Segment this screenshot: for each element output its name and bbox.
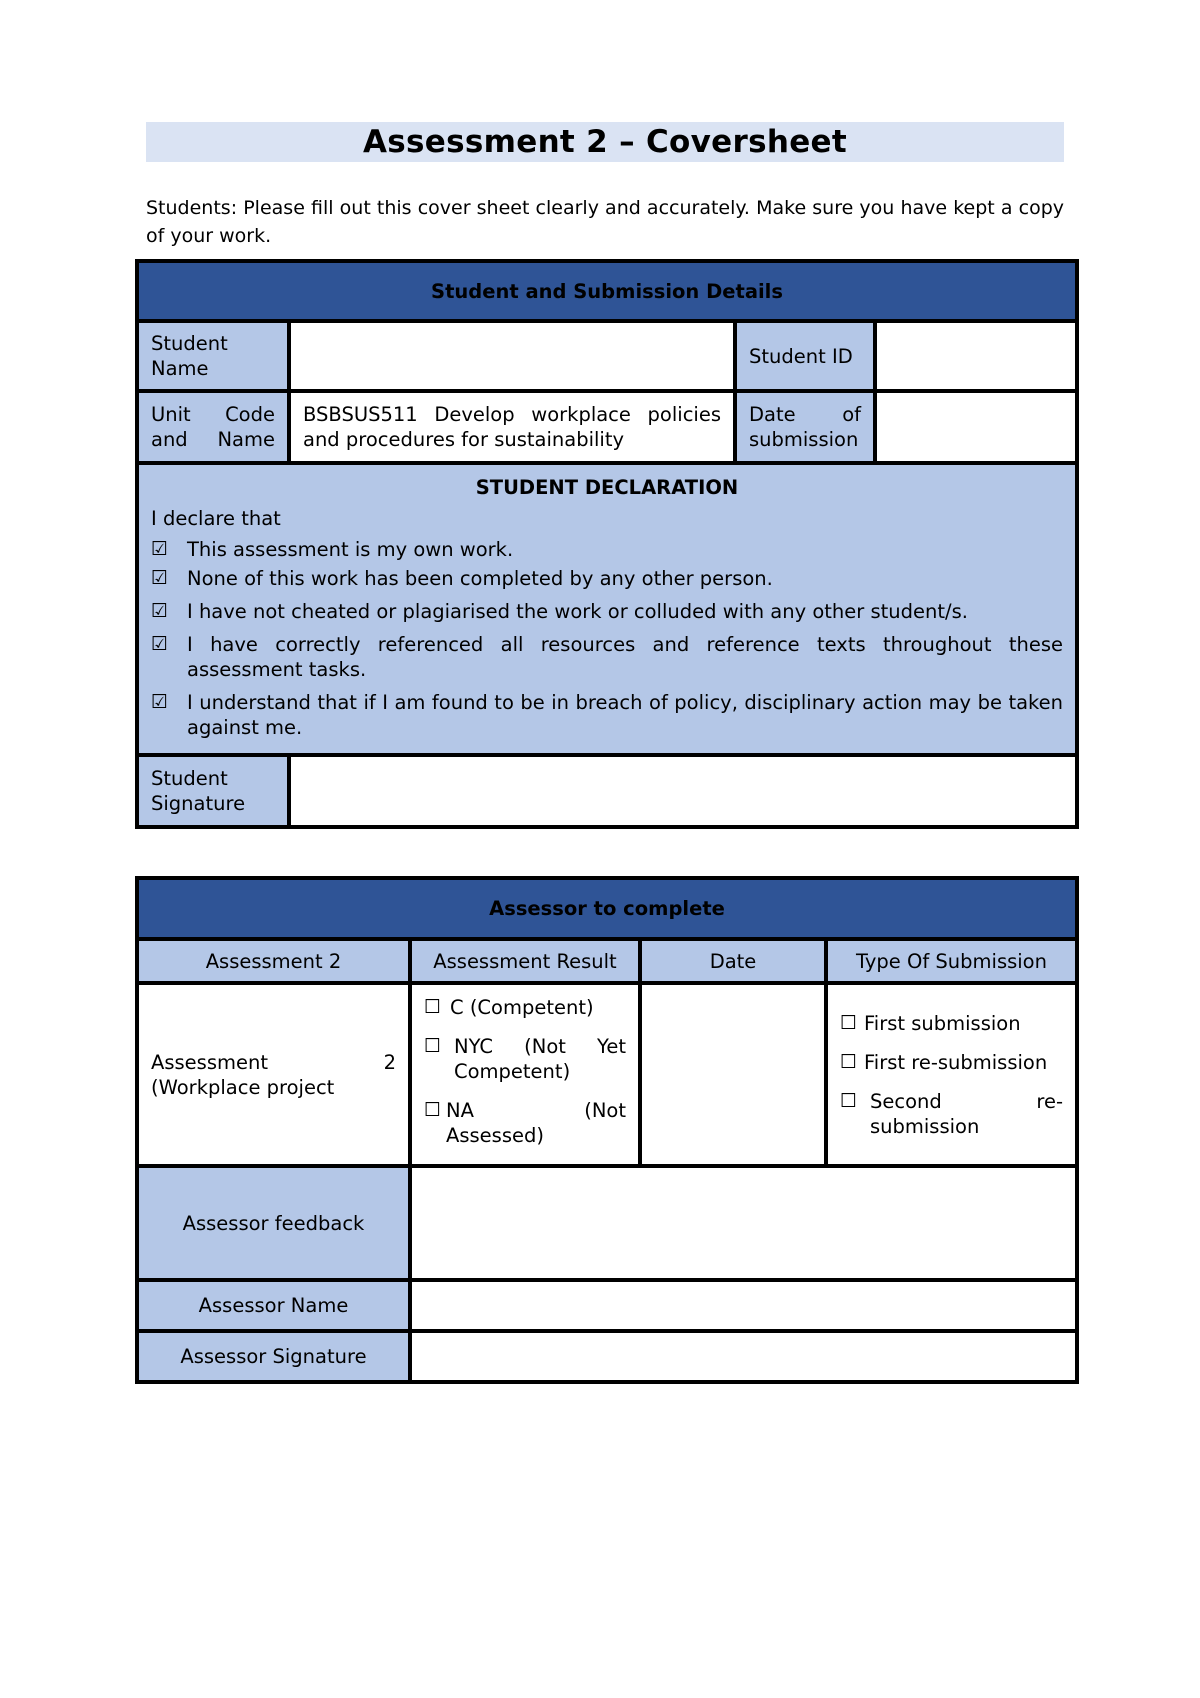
result-option-not-assessed[interactable]: ☐ NA (Not Assessed) bbox=[424, 1099, 626, 1147]
student-name-field[interactable] bbox=[289, 321, 735, 391]
declaration-intro: I declare that bbox=[151, 507, 281, 530]
checked-box-icon: ☑ bbox=[151, 691, 169, 713]
assessor-signature-label: Assessor Signature bbox=[137, 1331, 410, 1382]
assessor-signature-field[interactable] bbox=[410, 1331, 1077, 1382]
checked-box-icon: ☑ bbox=[151, 600, 169, 622]
assessor-feedback-field[interactable] bbox=[410, 1166, 1077, 1280]
student-name-label: Student Name bbox=[137, 321, 289, 391]
column-header: Assessment 2 bbox=[137, 939, 410, 983]
checked-box-icon: ☑ bbox=[151, 538, 169, 560]
declaration-title: STUDENT DECLARATION bbox=[475, 476, 739, 499]
unit-value: BSBSUS511 Develop workplace policies and procedures for sustainability bbox=[289, 391, 735, 463]
student-id-label: Student ID bbox=[735, 321, 875, 391]
submission-option-second-resubmission[interactable]: ☐ Second re-submission bbox=[840, 1090, 1063, 1138]
date-of-submission-field[interactable] bbox=[875, 391, 1077, 463]
assessment-name: Assessment 2 (Workplace project bbox=[151, 1050, 396, 1099]
intro-text: Students: Please fill out this cover sheet clearly and accurately. Make sure you have kept a copy of your work. bbox=[146, 197, 1064, 247]
checkbox-icon[interactable]: ☐ bbox=[424, 996, 442, 1018]
page-title: Assessment 2 – Coversheet bbox=[146, 122, 1064, 162]
student-id-field[interactable] bbox=[875, 321, 1077, 391]
declaration-item: ☑ None of this work has been completed by any other person. bbox=[151, 567, 773, 590]
column-header: Assessment Result bbox=[410, 939, 640, 983]
assessment-date-field[interactable] bbox=[640, 983, 826, 1166]
checkbox-icon[interactable]: ☐ bbox=[840, 1012, 858, 1034]
checkbox-icon[interactable]: ☐ bbox=[424, 1099, 442, 1121]
student-details-header: Student and Submission Details bbox=[137, 261, 1077, 321]
column-header: Type Of Submission bbox=[826, 939, 1077, 983]
submission-option-first-resubmission[interactable]: ☐ First re-submission bbox=[840, 1051, 1048, 1074]
submission-type-options bbox=[826, 983, 1077, 1166]
checkbox-icon[interactable]: ☐ bbox=[840, 1051, 858, 1073]
declaration-item: ☑ I understand that if I am found to be in breach of policy, disciplinary action may be taken against me. bbox=[151, 691, 1063, 739]
checked-box-icon: ☑ bbox=[151, 567, 169, 589]
declaration-item: ☑ This assessment is my own work. bbox=[151, 538, 514, 561]
assessor-feedback-label: Assessor feedback bbox=[137, 1166, 410, 1280]
column-header: Date bbox=[640, 939, 826, 983]
assessor-table bbox=[135, 876, 1079, 1384]
assessment-result-options bbox=[410, 983, 640, 1166]
assessment-cell bbox=[137, 983, 410, 1166]
declaration-item: ☑ I have not cheated or plagiarised the work or colluded with any other student/s. bbox=[151, 600, 968, 623]
result-option-competent[interactable]: ☐ C (Competent) bbox=[424, 996, 594, 1019]
student-signature-label: Student Signature bbox=[137, 755, 289, 827]
assessor-header: Assessor to complete bbox=[137, 878, 1077, 939]
student-signature-field[interactable] bbox=[289, 755, 1077, 827]
assessor-name-label: Assessor Name bbox=[137, 1280, 410, 1331]
student-details-table bbox=[135, 259, 1079, 829]
student-declaration bbox=[137, 463, 1077, 755]
assessor-name-field[interactable] bbox=[410, 1280, 1077, 1331]
declaration-item: ☑ I have correctly referenced all resources and reference texts throughout these assessment tasks. bbox=[151, 633, 1063, 681]
checkbox-icon[interactable]: ☐ bbox=[424, 1035, 442, 1057]
result-option-not-yet-competent[interactable]: ☐ NYC (Not Yet Competent) bbox=[424, 1035, 626, 1083]
checked-box-icon: ☑ bbox=[151, 633, 169, 655]
submission-option-first[interactable]: ☐ First submission bbox=[840, 1012, 1021, 1035]
date-of-submission-label: Date of submission bbox=[735, 391, 875, 463]
checkbox-icon[interactable]: ☐ bbox=[840, 1090, 858, 1112]
unit-label: Unit Code and Name bbox=[137, 391, 289, 463]
